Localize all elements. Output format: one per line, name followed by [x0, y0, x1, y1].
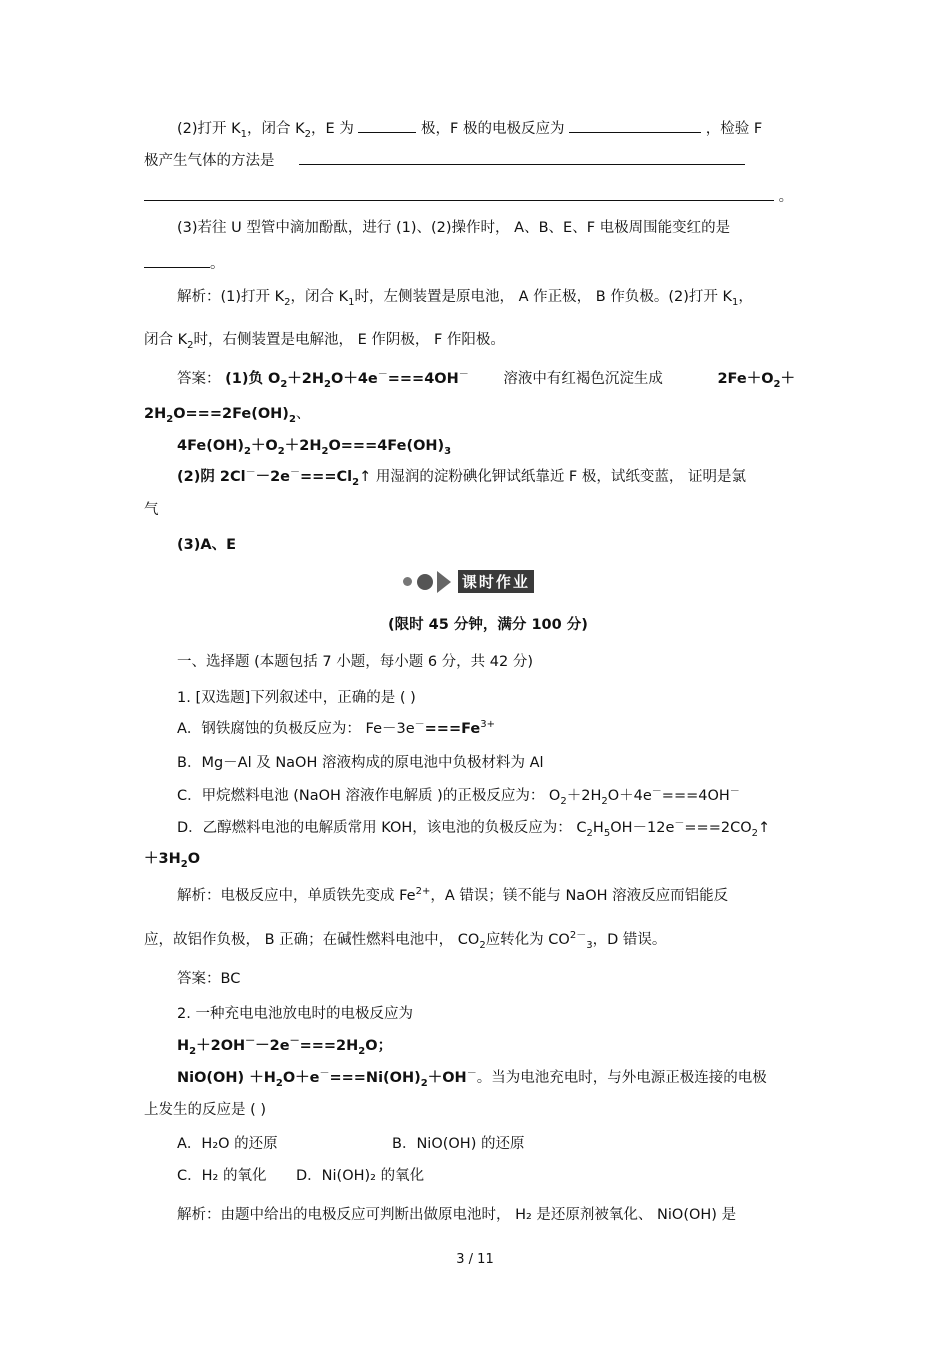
question-1-analysis-2: 应，故铝作负极， B 正确；在碱性燃料电池中， $CO_2$应转化为 $CO^{2-}_3$，D 错误。	[144, 930, 667, 951]
answer-line4: (2)阴 $2Cl^--2e^-===Cl_2↑$ 用湿润的淀粉碘化钾试纸靠近 F 极，试纸变蓝， 证明是氯	[177, 467, 746, 488]
question-2-option-b[interactable]: B．NiO(OH) 的还原	[392, 1136, 525, 1152]
answer-blank[interactable]	[144, 186, 774, 201]
question-2-option-a[interactable]: A．H₂O 的还原	[177, 1136, 278, 1152]
banner-title: 课时作业	[458, 570, 534, 593]
q2-part3-line2: 。	[144, 253, 225, 274]
question-1-option-b[interactable]: B．Mg－Al 及 NaOH 溶液构成的原电池中负极材料为 Al	[177, 755, 544, 771]
answer-line1: 答案： (1)负 $O_2+2H_2O+4e^-===4OH^-$ 溶液中有红褐色沉淀生成 $2Fe+O_2+$	[177, 369, 796, 390]
q2-part3-line1: (3)若往 U 型管中滴加酚酞，进行 (1)、(2)操作时， A、B、E、F 电极周围能变红的是	[177, 220, 731, 236]
answer-blank[interactable]	[569, 118, 701, 133]
question-1-option-a[interactable]: A．钢铁腐蚀的负极反应为： $Fe-3e^-===Fe^{3+}$	[177, 719, 496, 737]
answer-blank[interactable]	[358, 118, 416, 133]
question-2-eq1: $H_2+2OH^--2e^-===2H_2O$；	[177, 1036, 393, 1057]
answer-blank[interactable]	[299, 150, 745, 165]
answer-blank[interactable]	[144, 253, 210, 268]
question-1-answer: 答案：BC	[177, 971, 241, 987]
question-2-eq2: $NiO(OH) +H_2O+e^-===Ni(OH)_2+OH^-$。当为电池充电时，与外电源正极连接的电极	[177, 1068, 767, 1089]
question-2-analysis: 解析：由题中给出的电极反应可判断出做原电池时， H₂ 是还原剂被氧化、 NiO(OH) 是	[177, 1207, 737, 1223]
question-1-option-c[interactable]: C．甲烷燃料电池 (NaOH 溶液作电解质 )的正极反应为： $O_2+2H_2O+4e^-===4OH^-$	[177, 786, 740, 807]
question-2-option-d[interactable]: D．Ni(OH)₂ 的氧化	[296, 1168, 425, 1184]
answer-line6: (3)A、E	[177, 537, 236, 553]
q2-part2-line1: (2)打开 $K_1$，闭合 $K_2$，E 为 极，F 极的电极反应为 ，检验 F	[177, 118, 762, 139]
question-1-stem: 1. [双选题]下列叙述中，正确的是 ( )	[177, 690, 416, 706]
question-2-stem-cont: 上发生的反应是 ( )	[144, 1102, 267, 1118]
answer-line2: $2H_2O===2Fe(OH)_2$、	[144, 406, 311, 425]
analysis-line1: 解析：(1)打开 $K_2$，闭合 $K_1$时，左侧装置是原电池， A 作正极， B 作负极。(2)打开 $K_1$，	[177, 289, 753, 308]
question-2-option-c[interactable]: C．H₂ 的氧化	[177, 1168, 267, 1184]
time-limit: (限时 45 分钟，满分 100 分)	[388, 617, 588, 633]
q2-part2-line3: 。	[144, 186, 793, 207]
answer-line3: $4Fe(OH)_2+O_2+2H_2O===4Fe(OH)_3$	[177, 438, 452, 457]
page-number: 3 / 11	[456, 1252, 494, 1267]
question-1-analysis-1: 解析：电极反应中，单质铁先变成 $Fe^{2+}$，A 错误；镁不能与 NaOH 溶液反应而铝能反	[177, 886, 729, 904]
homework-banner	[403, 570, 583, 596]
dot-icon	[403, 577, 412, 586]
analysis-line2: 闭合 $K_2$时，右侧装置是电解池， E 作阴极， F 作阳极。	[144, 332, 505, 351]
question-1-option-d[interactable]: D．乙醇燃料电池的电解质常用 KOH，该电池的负极反应为： $C_2H_5OH-12e^-===2CO_2↑$	[177, 818, 771, 839]
arrow-icon	[437, 571, 451, 593]
question-1-option-d-cont: $+3H_2O$	[144, 851, 201, 870]
section-heading: 一、选择题 (本题包括 7 小题，每小题 6 分，共 42 分)	[177, 654, 533, 670]
dot-icon	[417, 574, 433, 590]
answer-line5: 气	[144, 502, 159, 518]
q2-part2-line2: 极产生气体的方法是	[144, 150, 745, 171]
question-2-stem: 2. 一种充电电池放电时的电极反应为	[177, 1006, 413, 1022]
